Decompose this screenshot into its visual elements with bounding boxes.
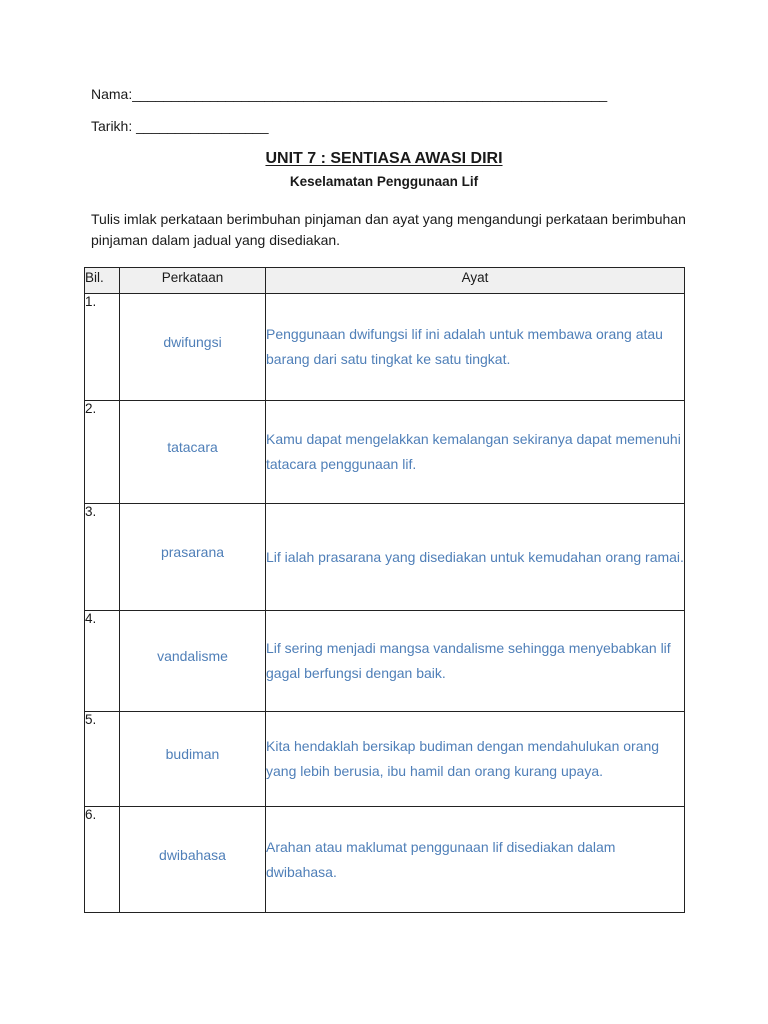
row-number: 1. (85, 294, 120, 401)
table-row (85, 294, 685, 401)
table-row (85, 401, 685, 504)
date-label: Tarikh: (91, 118, 137, 134)
column-header-perkataan: Perkataan (120, 268, 266, 294)
sentence-cell: Kita hendaklah bersikap budiman dengan mendahulukan orang yang lebih berusia, ibu hamil dan orang kurang upaya. (266, 712, 685, 807)
word-cell (120, 294, 266, 401)
word-cell (120, 807, 266, 913)
row-number: 2. (85, 401, 120, 504)
worksheet-table (84, 267, 685, 913)
table-row (85, 807, 685, 913)
table-row (85, 712, 685, 807)
column-header-bil: Bil. (85, 268, 120, 294)
instruction-text: Tulis imlak perkataan berimbuhan pinjaman dan ayat yang mengandungi perkataan berimbuhan pinjaman dalam jadual yang disediakan. (91, 211, 686, 248)
table-header-row (85, 268, 685, 294)
row-number: 6. (85, 807, 120, 913)
word-text: prasarana (160, 544, 225, 560)
word-text: vandalisme (157, 648, 228, 664)
lesson-subtitle: Keselamatan Penggunaan Lif (289, 174, 479, 189)
name-field[interactable] (91, 85, 607, 103)
word-text: dwifungsi (163, 334, 222, 350)
row-number: 3. (85, 504, 120, 611)
name-label: Nama: (91, 86, 133, 102)
sentence-cell: Kamu dapat mengelakkan kemalangan sekiranya dapat memenuhi tatacara penggunaan lif. (266, 401, 685, 504)
sentence-cell: Lif ialah prasarana yang disediakan untuk kemudahan orang ramai. (266, 504, 685, 611)
sentence-cell: Lif sering menjadi mangsa vandalisme sehingga menyebabkan lif gagal berfungsi dengan baik. (266, 611, 685, 712)
row-number: 4. (85, 611, 120, 712)
word-text: dwibahasa (159, 846, 226, 863)
sentence-cell: Penggunaan dwifungsi lif ini adalah untuk membawa orang atau barang dari satu tingkat ke satu tingkat. (266, 294, 685, 401)
table-row (85, 611, 685, 712)
date-field[interactable] (91, 117, 269, 135)
word-cell (120, 401, 266, 504)
word-cell (120, 611, 266, 712)
word-text: tatacara (167, 439, 218, 455)
date-blank-line[interactable]: _________________ (136, 118, 269, 134)
table-row (85, 504, 685, 611)
unit-title: UNIT 7 : SENTIASA AWASI DIRI (265, 150, 503, 167)
name-blank-line[interactable]: _____________________________________________________________ (132, 86, 608, 102)
word-text: budiman (165, 746, 220, 762)
row-number: 5. (85, 712, 120, 807)
sentence-cell: Arahan atau maklumat penggunaan lif disediakan dalam dwibahasa. (266, 807, 685, 913)
column-header-ayat: Ayat (266, 268, 685, 294)
word-cell (120, 504, 266, 611)
word-cell (120, 712, 266, 807)
